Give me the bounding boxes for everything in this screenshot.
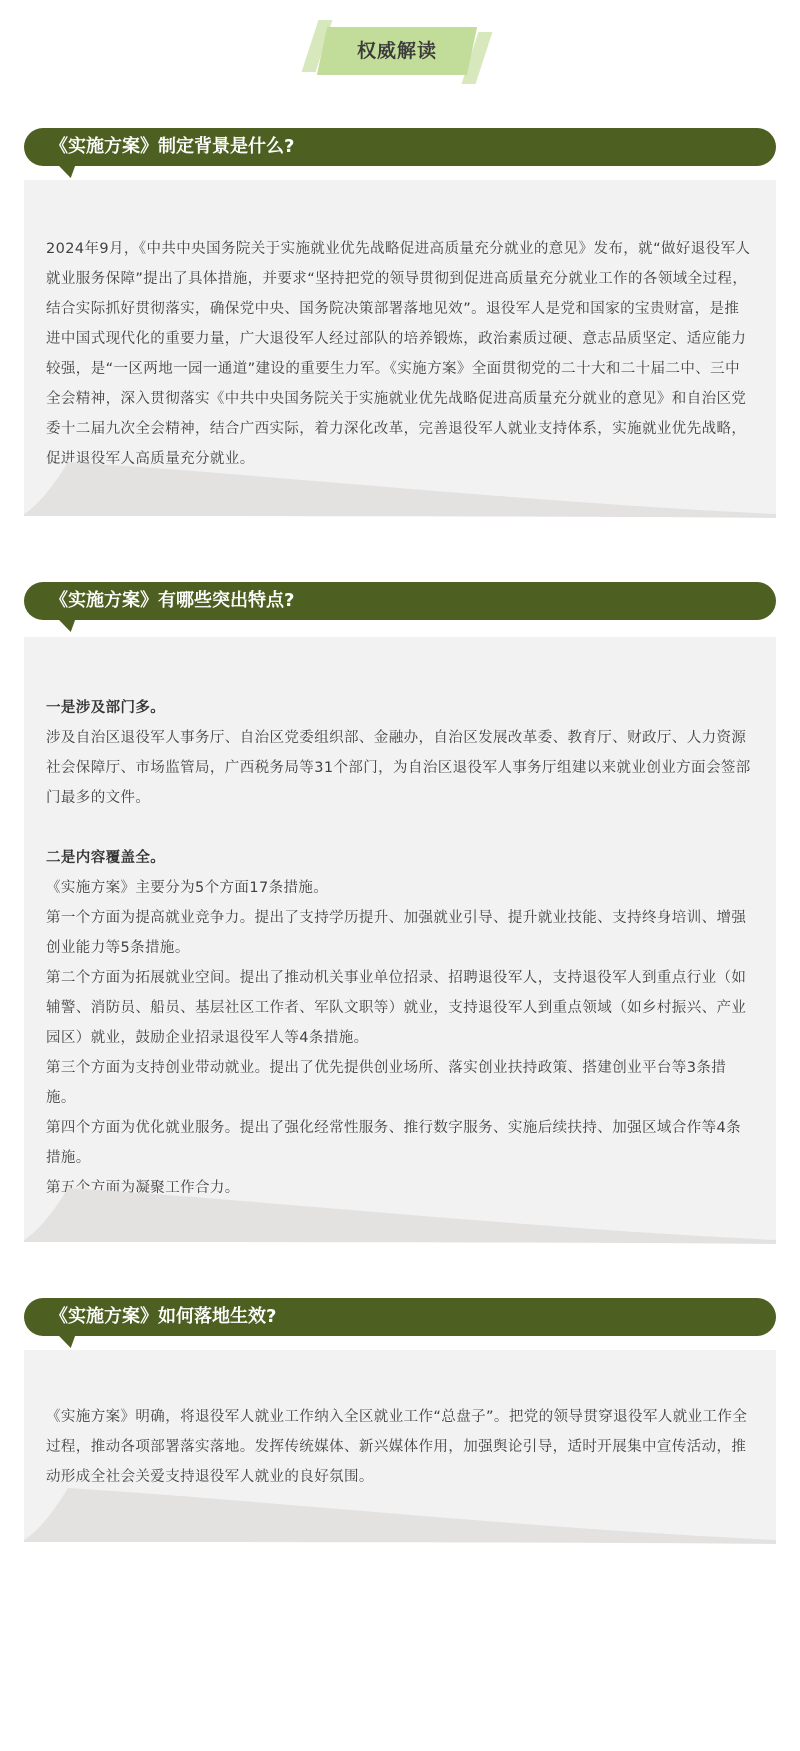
paragraph: 《实施方案》主要分为5个方面17条措施。 <box>46 880 329 896</box>
header-badge <box>0 0 800 90</box>
point-title: 二是内容覆盖全。 <box>46 850 166 866</box>
section-title: 《实施方案》如何落地生效? <box>50 1306 277 1327</box>
section-card <box>24 637 776 1244</box>
page-curl-decoration <box>24 1184 776 1244</box>
page-curl-decoration <box>24 458 776 518</box>
paragraph: 《实施方案》明确，将退役军人就业工作纳入全区就业工作“总盘子”。把党的领导贯穿退役军人就业工作全过程，推动各项部署落实落地。发挥传统媒体、新兴媒体作用，加强舆论引导，适时开展集中宣传活动，推动形成全社会关爱支持退役军人就业的良好氛围。 <box>46 1409 748 1485</box>
paragraph: 涉及自治区退役军人事务厅、自治区党委组织部、金融办，自治区发展改革委、教育厅、财政厅、人力资源社会保障厅、市场监管局，广西税务局等31个部门，为自治区退役军人事务厅组建以来就业创业方面会签部门最多的文件。 <box>46 730 751 806</box>
section-body <box>46 693 754 1203</box>
section-card <box>24 180 776 518</box>
paragraph: 第二个方面为拓展就业空间。提出了推动机关事业单位招录、招聘退役军人，支持退役军人到重点行业（如辅警、消防员、船员、基层社区工作者、军队文职等）就业，支持退役军人到重点领域（如乡村振兴、产业园区）就业，鼓励企业招录退役军人等4条措施。 <box>46 970 747 1046</box>
section-body <box>46 1402 754 1492</box>
paragraph: 2024年9月，《中共中央国务院关于实施就业优先战略促进高质量充分就业的意见》发布，就“做好退役军人就业服务保障”提出了具体措施，并要求“坚持把党的领导贯彻到促进高质量充分就业工作的各领域全过程，结合实际抓好贯彻落实，确保党中央、国务院决策部署落地见效”。退役军人是党和国家的宝贵财富，是推进中国式现代化的重要力量，广大退役军人经过部队的培养锻炼，政治素质过硬、意志品质坚定、适应能力较强，是“一区两地一园一通道”建设的重要生力军。《实施方案》全面贯彻党的二十大和二十届二中、三中全会精神，深入贯彻落实《中共中央国务院关于实施就业优先战略促进高质量充分就业的意见》和自治区党委十二届九次全会精神，结合广西实际，着力深化改革，完善退役军人就业支持体系，实施就业优先战略，促进退役军人高质量充分就业。 <box>46 241 751 467</box>
section-body <box>46 234 754 474</box>
badge-label: 权威解读 <box>356 40 437 62</box>
section-heading-bar <box>24 582 776 620</box>
section-title: 《实施方案》制定背景是什么? <box>50 136 295 157</box>
section-features <box>24 582 776 1196</box>
paragraph: 第四个方面为优化就业服务。提出了强化经常性服务、推行数字服务、实施后续扶持、加强区域合作等4条措施。 <box>46 1120 742 1166</box>
section-card <box>24 1350 776 1544</box>
section-background <box>24 128 776 467</box>
point-title: 一是涉及部门多。 <box>46 700 166 716</box>
section-title: 《实施方案》有哪些突出特点? <box>50 590 295 611</box>
paragraph: 第三个方面为支持创业带动就业。提出了优先提供创业场所、落实创业扶持政策、搭建创业平台等3条措施。 <box>46 1060 727 1106</box>
page-curl-decoration <box>24 1484 776 1544</box>
paragraph: 第一个方面为提高就业竞争力。提出了支持学历提升、加强就业引导、提升就业技能、支持终身培训、增强创业能力等5条措施。 <box>46 910 747 956</box>
section-implementation <box>24 1298 776 1485</box>
section-heading-bar <box>24 1298 776 1336</box>
paragraph: 第五个方面为凝聚工作合力。 <box>46 1180 240 1196</box>
section-heading-bar <box>24 128 776 166</box>
